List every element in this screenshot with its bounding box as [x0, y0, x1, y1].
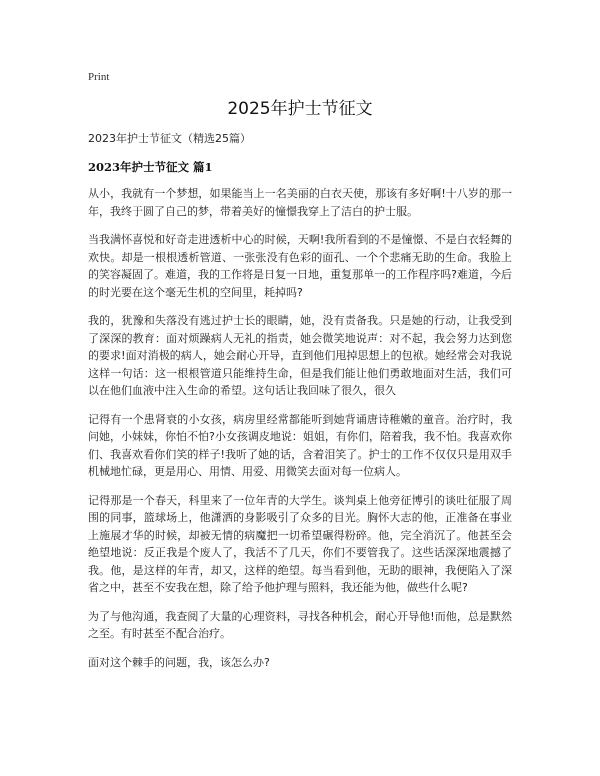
- paragraph-4: 记得有一个患肾衰的小女孩，病房里经常都能听到她背诵唐诗稚嫩的童音。治疗时，我问她，小妹妹，你怕不怕?小女孩调皮地说：姐姐，有你们，陪着我，我不怕。我喜欢你们、我喜欢看你们笑的样子!我听了她的话，含着泪笑了。护士的工作不仅仅只是用双手机械地忙碌，更是用心、用情、用爱、用微笑去面对每一位病人。: [88, 412, 512, 478]
- paragraph-2: 当我满怀喜悦和好奇走进透析中心的时候，天啊!我所看到的不是憧憬、不是白衣轻舞的欢快。却是一根根透析管道、一张张没有色彩的面孔、一个个悲痛无助的生命。我脸上的笑容凝固了。难道，我的工作将是日复一日地，重复那单一的工作程序吗?难道，今后的时光要在这个毫无生机的空间里，耗掉吗?: [88, 233, 512, 299]
- section-heading: 2023年护士节征文 篇1: [88, 160, 213, 174]
- document-subtitle: 2023年护士节征文（精选25篇）: [88, 132, 251, 145]
- paragraph-5: 记得那是一个春天，科里来了一位年青的大学生。谈判桌上他旁征博引的谈吐征服了周围的同事，篮球场上，他潇洒的身影吸引了众多的目光。胸怀大志的他，正准备在事业上施展才华的时候，却被无情的病魔把一切希望碾得粉碎。他，完全消沉了。他甚至会绝望地说：反正我是个废人了，我活不了几天，你们不要管我了。这些话深深地震撼了我。他，是这样的年青，却又，这样的绝望。每当看到他，无助的眼神，我便陷入了深省之中，甚至不安我在想，除了给予他护理与照料，我还能为他，做些什么呢?: [88, 493, 512, 594]
- paragraph-3: 我的，犹豫和失落没有逃过护士长的眼睛，她，没有责备我。只是她的行动，让我受到了深深的教育：面对烦躁病人无礼的指责，她会微笑地说声：对不起，我会努力达到您的要求!面对消极的病人，她会耐心开导，直到他们甩掉思想上的包袱。她经常会对我说这样一句话：这一根根管道只能维持生命，但是我们能让他们勇敢地面对生活，我们可以在他们血液中注入生命的希望。这句话让我回味了很久，很久: [88, 314, 512, 397]
- page-title: 2025年护士节征文: [227, 99, 373, 119]
- paragraph-7: 面对这个棘手的问题，我，该怎么办?: [88, 655, 270, 669]
- print-label: Print: [88, 71, 110, 83]
- paragraph-6: 为了与他沟通，我查阅了大量的心理资料，寻找各种机会，耐心开导他!而他，总是默然之至。有时甚至不配合治疗。: [88, 609, 512, 640]
- paragraph-1: 从小，我就有一个梦想，如果能当上一名美丽的白衣天使，那该有多好啊!十八岁的那一年，我终于圆了自己的梦，带着美好的憧憬我穿上了洁白的护士服。: [88, 187, 512, 218]
